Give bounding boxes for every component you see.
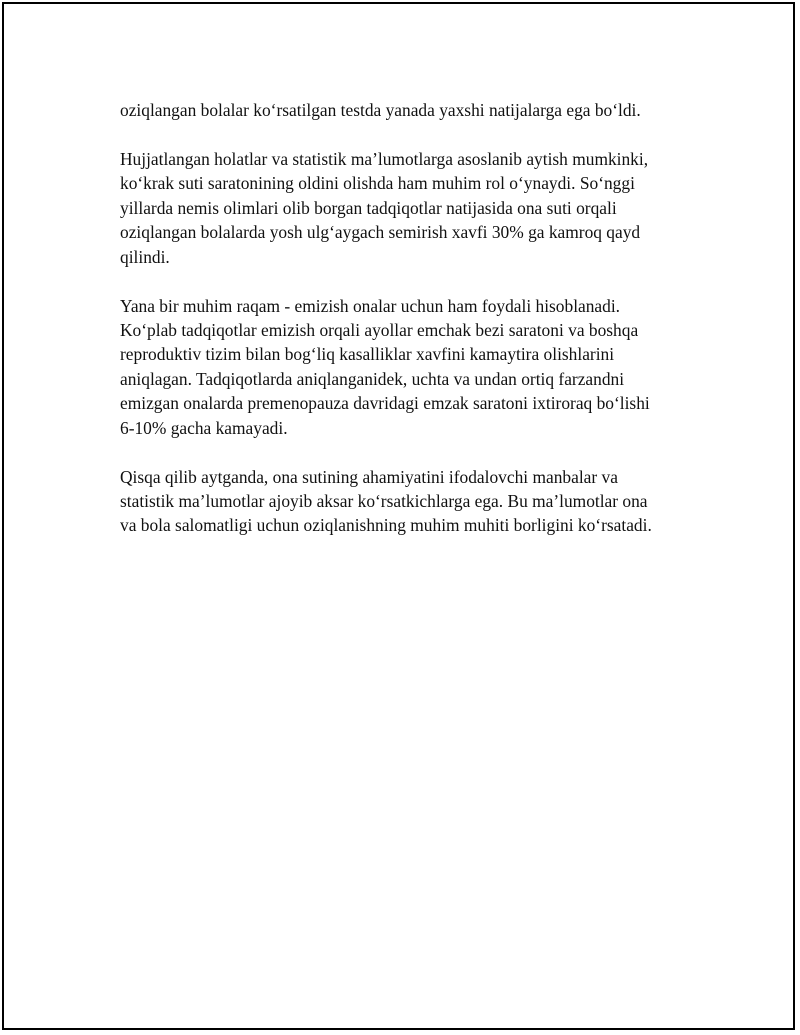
text-line: 6-10% gacha kamayadi.: [120, 417, 288, 438]
text-line: Hujjatlangan holatlar va statistik ma’lumotlarga asoslanib aytish mumkinki,: [120, 149, 649, 169]
paragraph-2: [120, 147, 688, 269]
text-line: oziqlangan bolalarda yosh ulg‘aygach semirish xavfi 30% ga kamroq qayd: [120, 222, 641, 243]
text-line: reproduktiv tizim bilan bog‘liq kasalliklar xavfini kamaytira olishlarini: [120, 344, 615, 365]
document-page: [2, 2, 795, 1030]
text-line: oziqlangan bolalar ko‘rsatilgan testda yanada yaxshi natijalarga ega bo‘ldi.: [120, 100, 641, 120]
paragraph-4: [120, 465, 688, 538]
text-line: emizgan onalarda premenopauza davridagi emzak saratoni ixtiroraq bo‘lishi: [120, 393, 650, 414]
text-line: statistik ma’lumotlar ajoyib aksar ko‘rsatkichlarga ega. Bu ma’lumotlar ona: [120, 491, 648, 512]
text-line: ko‘krak suti saratonining oldini olishda ham muhim rol o‘ynaydi. So‘nggi: [120, 173, 635, 194]
text-line: Yana bir muhim raqam - emizish onalar uchun ham foydali hisoblanadi.: [120, 295, 621, 316]
text-line: Ko‘plab tadqiqotlar emizish orqali ayollar emchak bezi saratoni va boshqa: [120, 320, 639, 341]
text-line: Qisqa qilib aytganda, ona sutining ahamiyatini ifodalovchi manbalar va: [120, 466, 618, 487]
document-body: [120, 98, 688, 562]
text-line: va bola salomatligi uchun oziqlanishning muhim muhiti borligini ko‘rsatadi.: [120, 515, 652, 536]
text-line: qilindi.: [120, 246, 170, 267]
text-line: yillarda nemis olimlari olib borgan tadqiqotlar natijasida ona suti orqali: [120, 197, 617, 218]
text-line: aniqlagan. Tadqiqotlarda aniqlanganidek, uchta va undan ortiq farzandni: [120, 368, 625, 389]
paragraph-3: [120, 294, 688, 440]
paragraph-1: [120, 98, 688, 122]
